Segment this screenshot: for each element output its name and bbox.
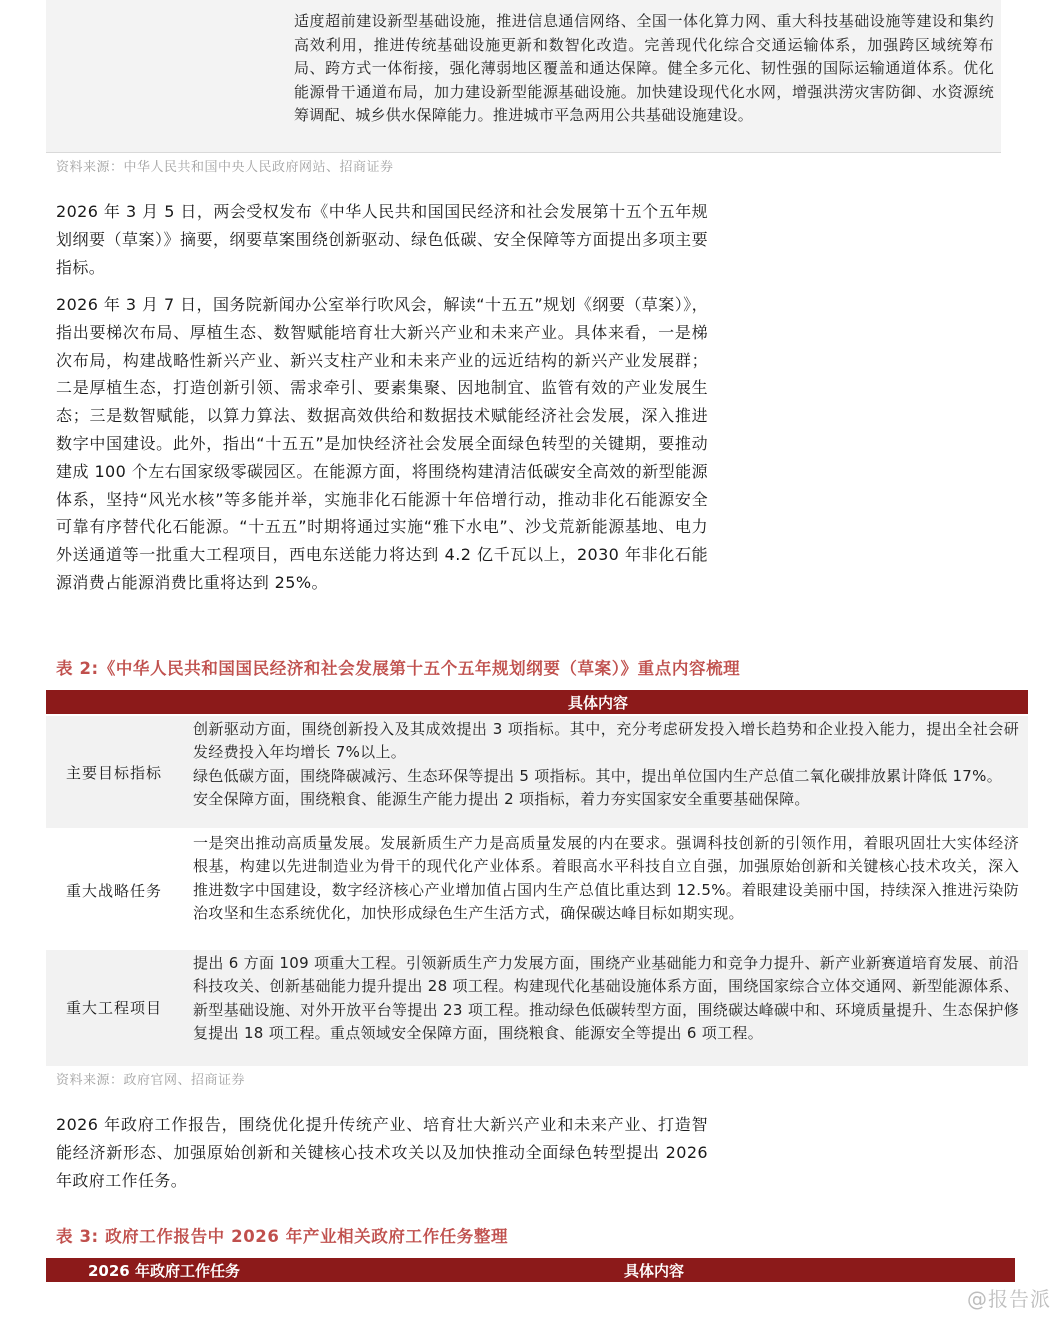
table-3-header-left: 2026 年政府工作任务: [88, 1262, 240, 1280]
table-2-header: [46, 690, 1028, 714]
body-paragraph-2: 2026 年 3 月 7 日，国务院新闻办公室举行吹风会，解读“十五五”规划《纲要（草案）》，指出要梯次布局、厚植生态、数智赋能培育壮大新兴产业和未来产业。具体来看，一是梯次布局，构建战略性新兴产业、新兴支柱产业和未来产业的远近结构的新兴产业发展群；二是厚植生态，打造创新引领、需求牵引、要素集聚、因地制宜、监管有效的产业发展生态；三是数智赋能，以算力算法、数据高效供给和数据技术赋能经济社会发展，深入推进数字中国建设。此外，指出“十五五”是加快经济社会发展全面绿色转型的关键期，要推动建成 100 个左右国家级零碳园区。在能源方面，将围绕构建清洁低碳安全高效的新型能源体系，坚持“风光水核”等多能并举，实施非化石能源十年倍增行动，推动非化石能源安全可靠有序替代化石能源。“十五五”时期将通过实施“雅下水电”、沙戈荒新能源基地、电力外送通道等一批重大工程项目，西电东送能力将达到 4.2 亿千瓦以上，2030 年非化石能源消费占能源消费比重将达到 25%。: [56, 295, 708, 592]
table-3-header: [46, 1258, 1015, 1282]
table-2-title: 表 2:《中华人民共和国国民经济和社会发展第十五个五年规划纲要（草案）》重点内容梳理: [56, 659, 741, 678]
table-3-header-right: 具体内容: [624, 1262, 685, 1280]
row-content: 提出 6 方面 109 项重大工程。引领新质生产力发展方面，围绕产业基础能力和竞争力提升、新产业新赛道培育发展、前沿科技攻关、创新基础能力提升提出 28 项工程。构建现代化基础设施体系方面，围绕国家综合立体交通网、新型能源体系、新型基础设施、对外开放平台等提出 23 项工程。推动绿色低碳转型方面，围绕碳达峰碳中和、环境质量提升、生态保护修复提出 18 项工程。重点领域安全保障方面，围绕粮食、能源安全等提出 6 项工程。: [193, 954, 1019, 1042]
body-paragraph-3: 2026 年政府工作报告，围绕优化提升传统产业、培育壮大新兴产业和未来产业、打造智能经济新形态、加强原始创新和关键核心技术攻关以及加快推动全面绿色转型提出 2026 年政府工作任务。: [56, 1115, 708, 1190]
row-content: 创新驱动方面，围绕创新投入及其成效提出 3 项指标。其中，充分考虑研发投入增长趋势和企业投入能力，提出全社会研发经费投入年均增长 7%以上。 绿色低碳方面，围绕降碳减污、生态环保等提出 5 项指标。其中，提出单位国内生产总值二氧化碳排放累计降低 17%。 安全保障方面，围绕粮食、能源生产能力提出 2 项指标，着力夯实国家安全重要基础保障。: [193, 720, 1019, 808]
table-3-title: 表 3: 政府工作报告中 2026 年产业相关政府工作任务整理: [56, 1227, 509, 1246]
table-row: [46, 950, 1028, 1066]
row-label: 重大工程项目: [65, 999, 162, 1017]
body-paragraph-1: 2026 年 3 月 5 日，两会受权发布《中华人民共和国国民经济和社会发展第十五个五年规划纲要（草案）》摘要，纲要草案围绕创新驱动、绿色低碳、安全保障等方面提出多项主要指标。: [56, 202, 708, 277]
source-note-2: 资料来源：政府官网、招商证券: [56, 1073, 246, 1088]
continued-table-cell: [46, 0, 1001, 153]
continued-cell-text: 适度超前建设新型基础设施，推进信息通信网络、全国一体化算力网、重大科技基础设施等建设和集约高效利用，推进传统基础设施更新和数智化改造。完善现代化综合交通运输体系，加强跨区域统筹布局、跨方式一体衔接，强化薄弱地区覆盖和通达保障。健全多元化、韧性强的国际运输通道体系。优化能源骨干通道布局，加力建设新型能源基础设施。加快建设现代化水网，增强洪涝灾害防御、水资源统筹调配、城乡供水保障能力。推进城市平急两用公共基础设施建设。: [294, 12, 994, 124]
row-content: 一是突出推动高质量发展。发展新质生产力是高质量发展的内在要求。强调科技创新的引领作用，着眼巩固壮大实体经济根基，构建以先进制造业为骨干的现代化产业体系。着眼高水平科技自立自强，加强原始创新和关键核心技术攻关，深入推进数字中国建设，数字经济核心产业增加值占国内生产总值比重达到 12.5%。着眼建设美丽中国，持续深入推进污染防治攻坚和生态系统优化，加快形成绿色生产生活方式，确保碳达峰目标如期实现。: [193, 834, 1019, 922]
table-row: [46, 830, 1028, 948]
source-note-1: 资料来源：中华人民共和国中央人民政府网站、招商证券: [56, 160, 394, 175]
table-row: [46, 716, 1028, 828]
row-label: 主要目标指标: [65, 764, 162, 782]
table-2-header-content: 具体内容: [568, 694, 629, 712]
row-label: 重大战略任务: [65, 882, 162, 900]
watermark: @报告派: [967, 1287, 1051, 1311]
